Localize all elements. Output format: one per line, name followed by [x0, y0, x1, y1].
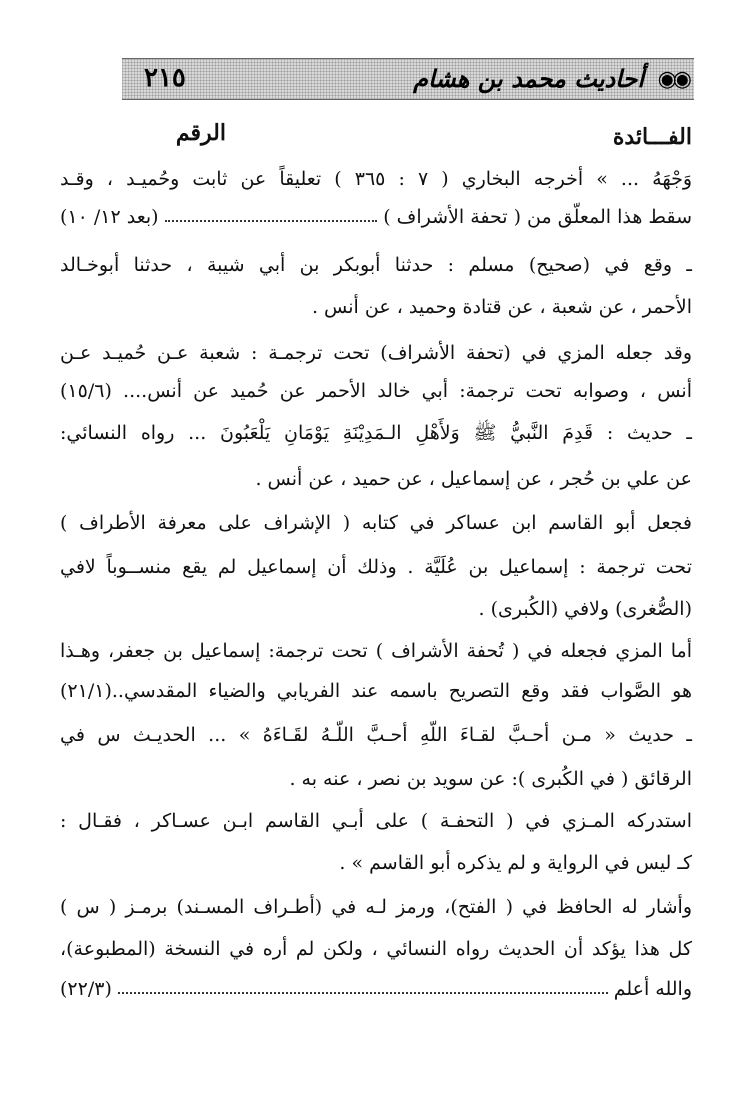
text-line: كـ ليس في الرواية و لم يذكره أبو القاسم » .	[339, 852, 692, 874]
text-line	[60, 200, 692, 234]
text-line: كل هذا يؤكد أن الحديث رواه النسائي ، ولكن لم أره في النسخة (المطبوعة)،	[60, 938, 692, 960]
text-line: استدركه المـزي في ( التحفـة ) على أبـي القاسم ابـن عسـاكر ، فقـال :	[60, 810, 692, 832]
reference-number: (بعد ١٢/ ١٠)	[60, 206, 159, 228]
text-line: الرقائق ( في الكُبرى ): عن سويد بن نصر ، عنه به .	[289, 768, 692, 790]
text-line: ـ وقع في (صحيح) مسلم : حدثنا أبوبكر بن أبي شيبة ، حدثنا أبوخـالد	[60, 254, 692, 276]
reference-number: (٢٢/٣)	[60, 978, 112, 1000]
text-line: عن علي بن حُجر ، عن إسماعيل ، عن حميد ، عن أنس .	[255, 468, 692, 490]
column-label-faida: الفـــائدة	[612, 124, 692, 150]
text-line: وأشار له الحافظ في ( الفتح)، ورمز لـه في (أطـراف المسـند) برمـز ( س )	[60, 896, 692, 918]
header-title: أحاديث محمد بن هشام	[413, 64, 644, 93]
text-line: أنس ، وصوابه تحت ترجمة: أبي خالد الأحمر عن حُميد عن أنس.... (١٥/٦)	[60, 380, 692, 402]
line-text: والله أعلم	[613, 978, 692, 1000]
column-label-raqm: الرقم	[175, 120, 226, 146]
text-line: الأحمر ، عن شعبة ، عن قتادة وحميد ، عن أنس .	[311, 296, 692, 318]
dotted-leader	[165, 220, 378, 222]
dotted-leader	[118, 992, 608, 994]
text-line: أما المزي فجعله في ( تُحفة الأشراف ) تحت ترجمة: إسماعيل بن جعفر، وهـذا	[60, 640, 692, 662]
ornament-icon: ◉◉	[657, 66, 688, 92]
text-line: تحت ترجمة : إسماعيل بن عُلَيَّة . وذلك أن إسماعيل لم يقع منســوباً لافي	[60, 556, 692, 578]
text-line	[60, 972, 692, 1006]
text-line: هو الصَّواب فقد وقع التصريح باسمه عند الفريابي والضياء المقدسي..(٢١/١)	[60, 680, 692, 702]
text-line: ـ حديث : قَدِمَ النَّبيُّ ﷺ وَلأَهْلِ الـمَدِيْنَةِ يَوْمَانِ يَلْعَبُونَ ... رواه النسائي:	[60, 422, 692, 444]
running-header	[122, 58, 694, 100]
column-labels	[0, 120, 754, 160]
text-line: (الصُّغرى) ولافي (الكُبرى) .	[478, 598, 692, 620]
text-line: ـ حديث « مـن أحـبَّ لقـاءَ اللّهِ أحـبَّ اللّـهُ لقَـاءَهُ » ... الحديـث س في	[60, 724, 692, 746]
page-number: ٢١٥	[144, 63, 186, 93]
text-line: وَجْهَهُ ... » أخرجه البخاري ( ٧ : ٣٦٥ ) تعليقاً عن ثابت وحُميـد ، وقـد	[60, 168, 692, 190]
text-line: وقد جعله المزي في (تحفة الأشراف) تحت ترجمـة : شعبة عـن حُميـد عـن	[60, 342, 692, 364]
line-text: سقط هذا المعلّق من ( تحفة الأشراف )	[383, 206, 692, 228]
text-line: فجعل أبو القاسم ابن عساكر في كتابه ( الإشراف على معرفة الأطراف )	[60, 512, 692, 534]
